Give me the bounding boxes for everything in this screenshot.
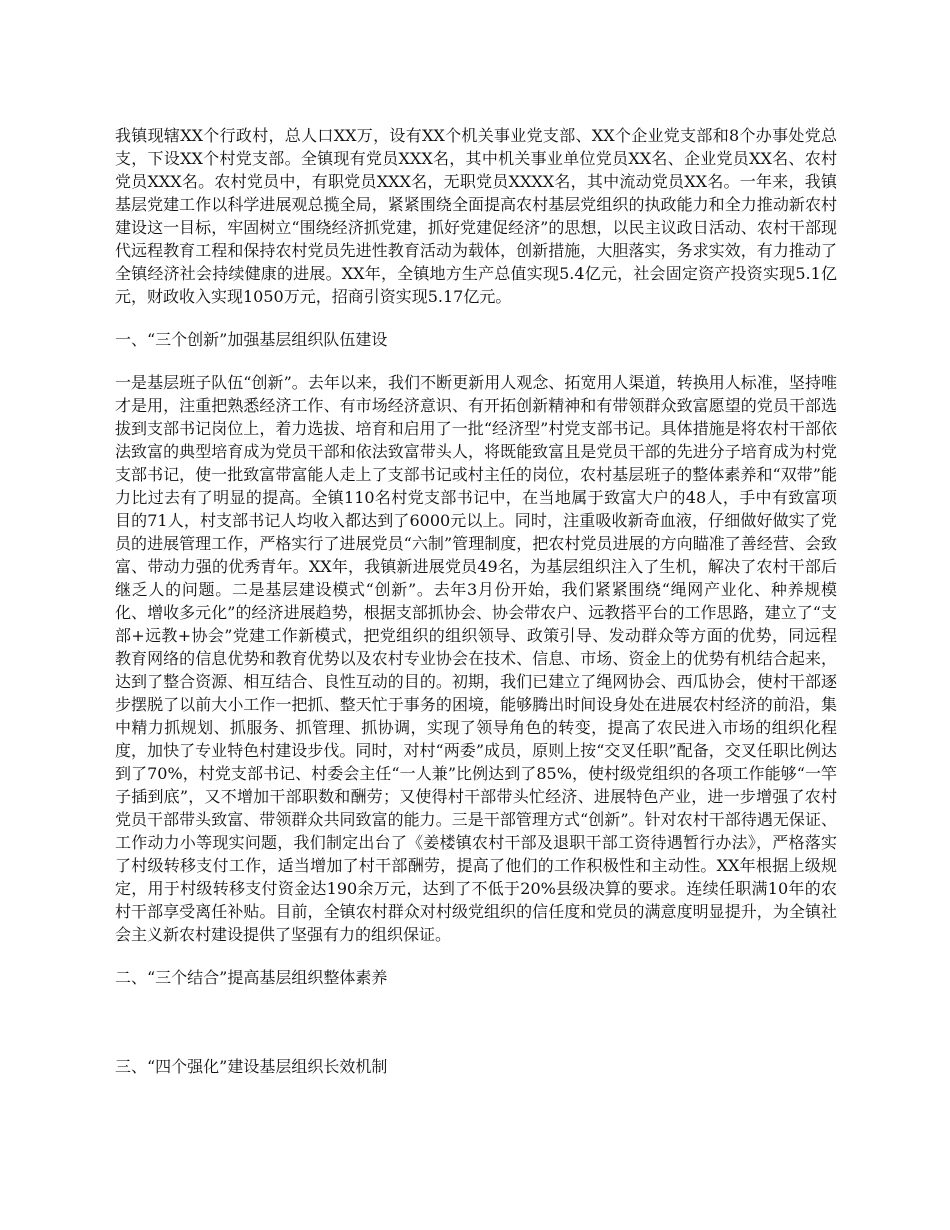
spacer [115,351,837,371]
section-heading-1: 一、“三个创新”加强基层组织队伍建设 [115,330,388,349]
intro-paragraph: 我镇现辖XX个行政村，总人口XX万，设有XX个机关事业党支部、XX个企业党支部和8个办事处党总支，下设XX个村党支部。全镇现有党员XXX名，其中机关事业单位党员XX名、企业党员XX名、农村党员XXX名。农村党员中，有职党员XXX名，无职党员XXXX名，其中流动党员XX名。一年来，我镇基层党建工作以科学进展观总揽全局，紧紧围绕全面提高农村基层党组织的执政能力和全力推动新农村建设这一目标，牢固树立“围绕经济抓党建，抓好党建促经济”的思想，以民主议政日活动、农村干部现代远程教育工程和保持农村党员先进性教育活动为载体，创新措施，大胆落实，务求实效，有力推动了全镇经济社会持续健康的进展。XX年，全镇地方生产总值实现5.4亿元，社会固定资产投资实现5.1亿元，财政收入实现1050万元，招商引资实现5.17亿元。 [115,126,837,306]
spacer [115,308,837,328]
section-1-paragraph: 一是基层班子队伍“创新”。去年以来，我们不断更新用人观念、拓宽用人渠道，转换用人标准，坚持唯才是用，注重把熟悉经济工作、有市场经济意识、有开拓创新精神和有带领群众致富愿望的党员干部选拔到支部书记岗位上，着力选拔、培育和启用了一批“经济型”村党支部书记。具体措施是将农村干部依法致富的典型培育成为党员干部和依法致富带头人，将既能致富且是党员干部的先进分子培育成为村党支部书记，使一批致富带富能人走上了支部书记或村主任的岗位，农村基层班子的整体素养和“双带”能力比过去有了明显的提高。全镇110名村党支部书记中，在当地属于致富大户的48人，手中有致富项目的71人，村支部书记人均收入都达到了6000元以上。同时，注重吸收新奇血液，仔细做好做实了党员的进展管理工作，严格实行了进展党员“六制”管理制度，把农村党员进展的方向瞄准了善经营、会致富、带动力强的优秀青年。XX年，我镇新进展党员49名，为基层组织注入了生机，解决了农村干部后继乏人的问题。二是基层建设模式“创新”。去年3月份开始，我们紧紧围绕“绳网产业化、种养规模化、增收多元化”的经济进展趋势，根据支部抓协会、协会带农户、远教搭平台的工作思路，建立了“支部+远教+协会”党建工作新模式，把党组织的组织领导、政策引导、发动群众等方面的优势，同远程教育网络的信息优势和教育优势以及农村专业协会在技术、信息、市场、资金上的优势有机结合起来，达到了整合资源、相互结合、良性互动的目的。初期，我们已建立了绳网协会、西瓜协会，使村干部逐步摆脱了以前大小工作一把抓、整天忙于事务的困境，能够腾出时间设身处在进展农村经济的前沿，集中精力抓规划、抓服务、抓管理、抓协调，实现了领导角色的转变，提高了农民进入市场的组织化程度，加快了专业特色村建设步伐。同时，对村“两委”成员，原则上按“交叉任职”配备，交叉任职比例达到了70%，村党支部书记、村委会主任“一人兼”比例达到了85%，使村级党组织的各项工作能够“一竿子插到底”，又不增加干部职数和酬劳；又使得村干部带头忙经济、进展特色产业，进一步增强了农村党员干部带头致富、带领群众共同致富的能力。三是干部管理方式“创新”。针对农村干部待遇无保证、工作动力小等现实问题，我们制定出台了《姜楼镇农村干部及退职干部工资待遇暂行办法》，严格落实了村级转移支付工作，适当增加了村干部酬劳，提高了他们的工作积极性和主动性。XX年根据上级规定，用于村级转移支付资金达190余万元，达到了不低于20%县级决算的要求。连续任职满10年的农村干部享受离任补贴。目前，全镇农村群众对村级党组织的信任度和党员的满意度明显提升，为全镇社会主义新农村建设提供了坚强有力的组织保证。 [115,373,837,944]
spacer [115,989,837,1055]
spacer [115,946,837,966]
section-heading-3: 三、“四个强化”建设基层组织长效机制 [115,1057,388,1076]
document-page [115,124,837,1078]
section-heading-2: 二、“三个结合”提高基层组织整体素养 [115,968,388,987]
